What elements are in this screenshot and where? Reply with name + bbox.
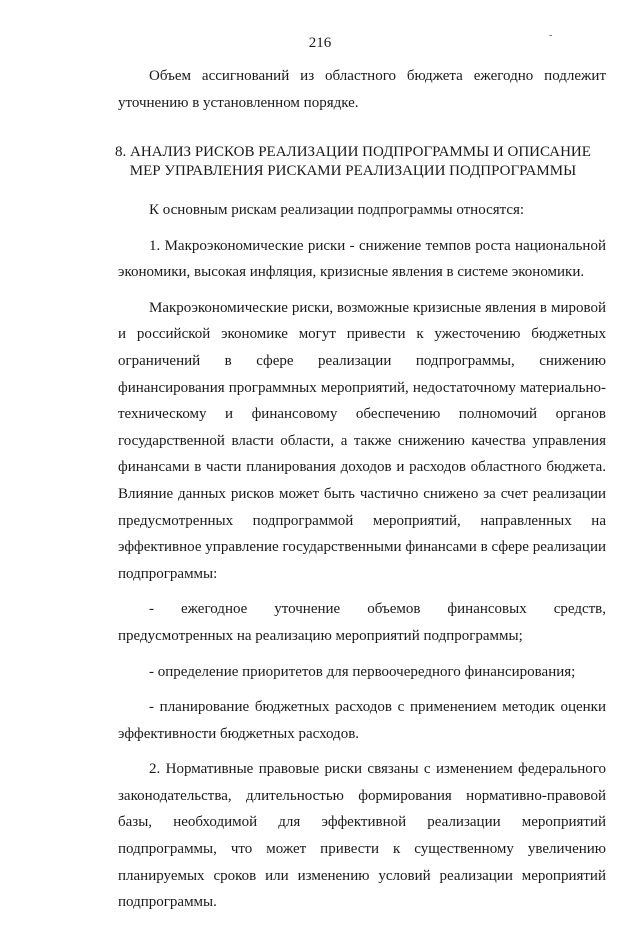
corner-mark: - <box>549 30 553 41</box>
paragraph: Макроэкономические риски, возможные кризисные явления в мировой и российской экономике могут привести к ужесточению бюджетных ограничений в сфере реализации подпрограммы, снижению финансирования программных мероприятий, недостаточному материально-техническому и финансовому обеспечению полномочий органов государственной власти области, а также снижению качества управления финансами в части планирования доходов и расходов областного бюджета. Влияние данных рисков может быть частично снижено за счет реализации предусмотренных подпрограммой мероприятий, направленных на эффективное управление государственными финансами в сфере реализации подпрограммы: <box>118 299 606 582</box>
paragraph: К основным рискам реализации подпрограммы относятся: <box>149 202 525 218</box>
intro-block <box>118 63 606 117</box>
paragraph: 2. Нормативные правовые риски связаны с изменением федерального законодательства, длительностью формирования нормативно-правовой базы, необходимой для эффективной реализации мероприятий подпрограммы, что может привести к существенному увеличению планируемых сроков или изменению условий реализации мероприятий подпрограммы. <box>118 761 606 911</box>
paragraph: - ежегодное уточнение объемов финансовых средств, предусмотренных на реализацию мероприятий подпрограммы; <box>118 601 606 644</box>
paragraph: 1. Макроэкономические риски - снижение темпов роста национальной экономики, высокая инфляция, кризисные явления в системе экономики. <box>118 237 606 281</box>
paragraph: - планирование бюджетных расходов с применением методик оценки эффективности бюджетных расходов. <box>118 699 606 742</box>
intro-paragraph: Объем ассигнований из областного бюджета ежегодно подлежит уточнению в установленном порядке. <box>118 68 606 111</box>
page-number: 216 <box>308 35 332 51</box>
section-heading: 8. АНАЛИЗ РИСКОВ РЕАЛИЗАЦИИ ПОДПРОГРАММЫ И ОПИСАНИЕ МЕР УПРАВЛЕНИЯ РИСКАМИ РЕАЛИЗАЦИИ ПОДПРОГРАММЫ <box>115 144 591 179</box>
body-text <box>118 197 606 925</box>
paragraph: - определение приоритетов для первоочередного финансирования; <box>149 663 576 680</box>
